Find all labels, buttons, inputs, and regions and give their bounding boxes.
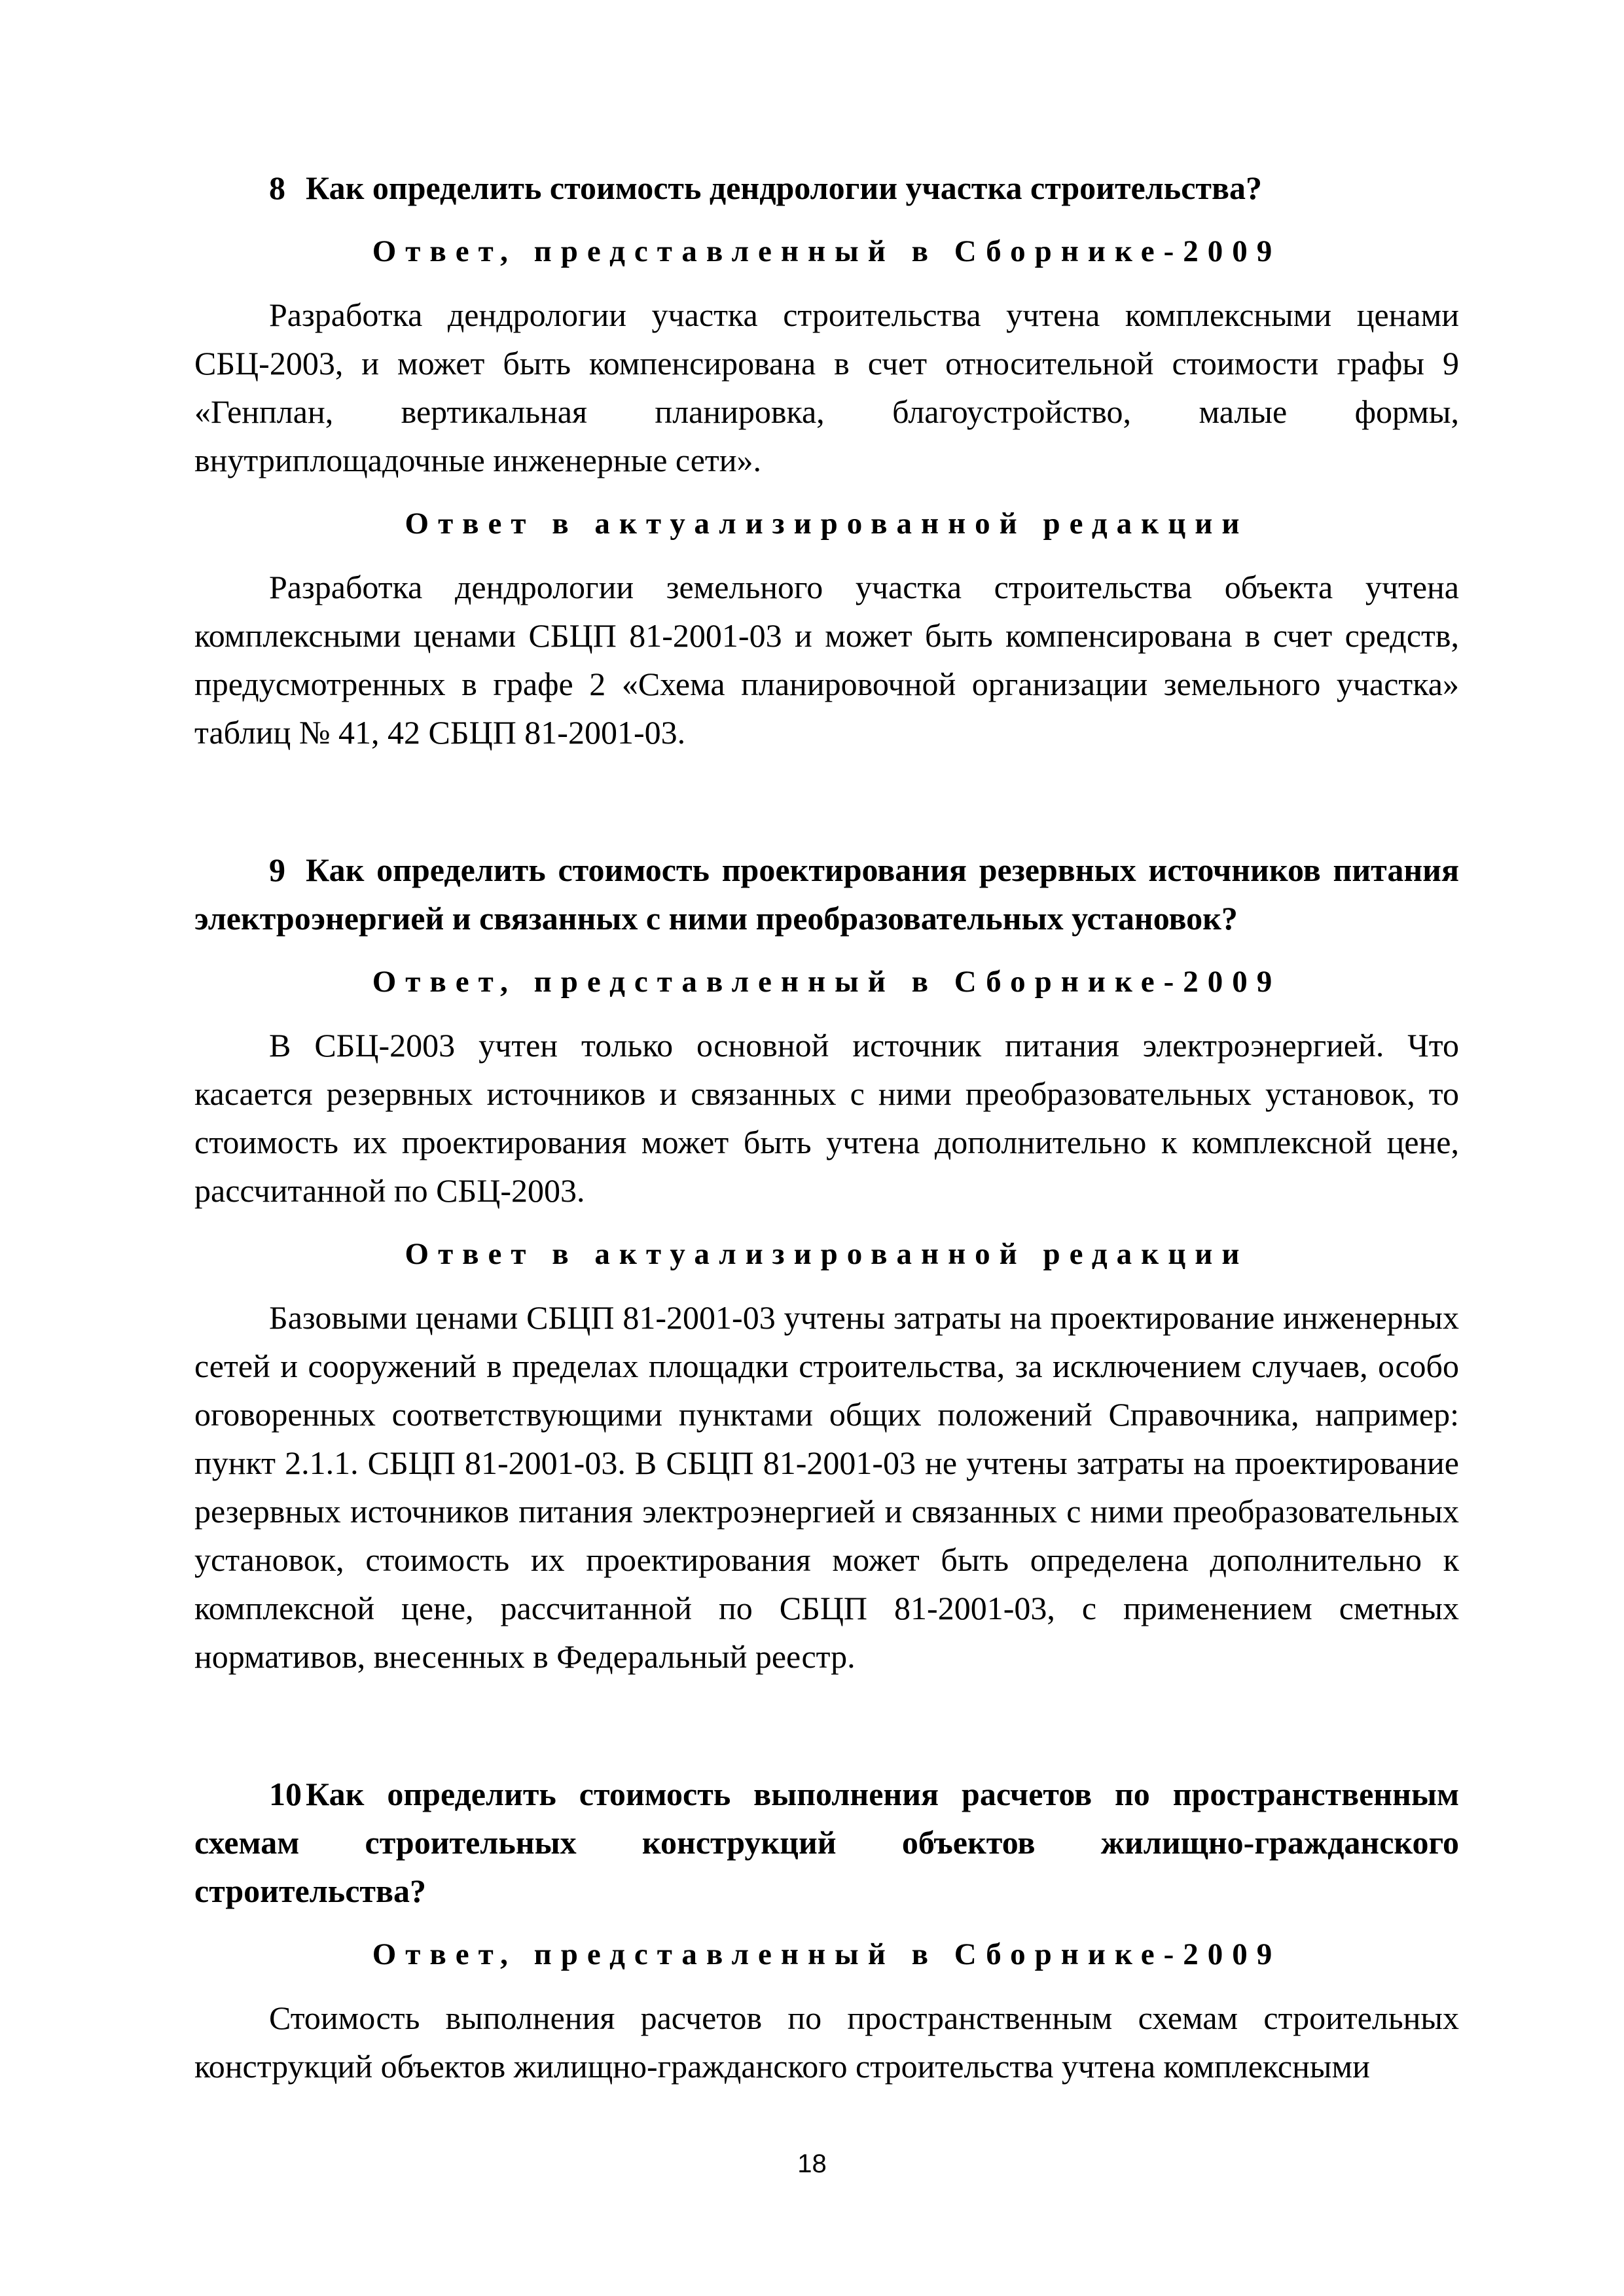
question-heading [194,846,1459,942]
section-10 [194,1770,1459,2090]
answer-2009-heading: Ответ, представленный в Сборнике-2009 [372,234,1282,268]
answer-2009-text: Разработка дендрологии участка строительства учтена комплексными ценами СБЦ-2003, и может быть компенсирована в счет относительной стоимости графы 9 «Генплан, вертикальная планировка, благоустройство, малые формы, внутриплощадочные инженерные сети». [194,296,1459,478]
question-number: 8 [269,170,285,206]
question-number: 10 [269,1776,302,1812]
section-9 [194,846,1459,1681]
answer-2009-text: Стоимость выполнения расчетов по пространственным схемам строительных конструкций объектов жилищно-гражданского строительства учтена комплексными [194,2000,1459,2085]
question-heading [194,1770,1459,1915]
question-text: Как определить стоимость проектирования резервных источников питания электроэнергией и связанных с ними преобразовательных установок? [194,852,1459,937]
section-spacer [194,757,1459,846]
section-8 [194,164,1459,757]
answer-2009-heading: Ответ, представленный в Сборнике-2009 [372,965,1282,999]
answer-updated-text: Базовыми ценами СБЦП 81-2001-03 учтены затраты на проектирование инженерных сетей и сооружений в пределах площадки строительства, за исключением случаев, особо оговоренных соответствующими пунктами общих положений Справочника, например: пункт 2.1.1. СБЦП 81-2001-03. В СБЦП 81-2001-03 не учтены затраты на проектирование резервных источников питания электроэнергией и связанных с ними преобразовательных установок, стоимость их проектирования может быть определена дополнительно к комплексной цене, рассчитанной по СБЦП 81-2001-03, с применением сметных нормативов, внесенных в Федеральный реестр. [194,1299,1459,1675]
question-text: Как определить стоимость выполнения расчетов по пространственным схемам строительных конструкций объектов жилищно-гражданского строительства? [194,1776,1459,1909]
section-spacer [194,1681,1459,1770]
question-text: Как определить стоимость дендрологии участка строительства? [306,170,1262,206]
answer-2009-text: В СБЦ-2003 учтен только основной источник питания электроэнергией. Что касается резервных источников и связанных с ними преобразовательных установок, то стоимость их проектирования может быть учтена дополнительно к комплексной цене, рассчитанной по СБЦ-2003. [194,1027,1459,1209]
answer-updated-text: Разработка дендрологии земельного участка строительства объекта учтена комплексными ценами СБЦП 81-2001-03 и может быть компенсирована в счет средств, предусмотренных в графе 2 «Схема планировочной организации земельного участка» таблиц № 41, 42 СБЦП 81-2001-03. [194,569,1459,751]
question-heading [194,164,1459,212]
page-content [194,164,1459,2090]
question-number: 9 [269,852,285,888]
page-number: 18 [797,2149,827,2178]
answer-2009-heading: Ответ, представленный в Сборнике-2009 [372,1937,1282,1971]
answer-updated-heading: Ответ в актуализированной редакции [405,1237,1249,1271]
answer-updated-heading: Ответ в актуализированной редакции [405,507,1249,541]
